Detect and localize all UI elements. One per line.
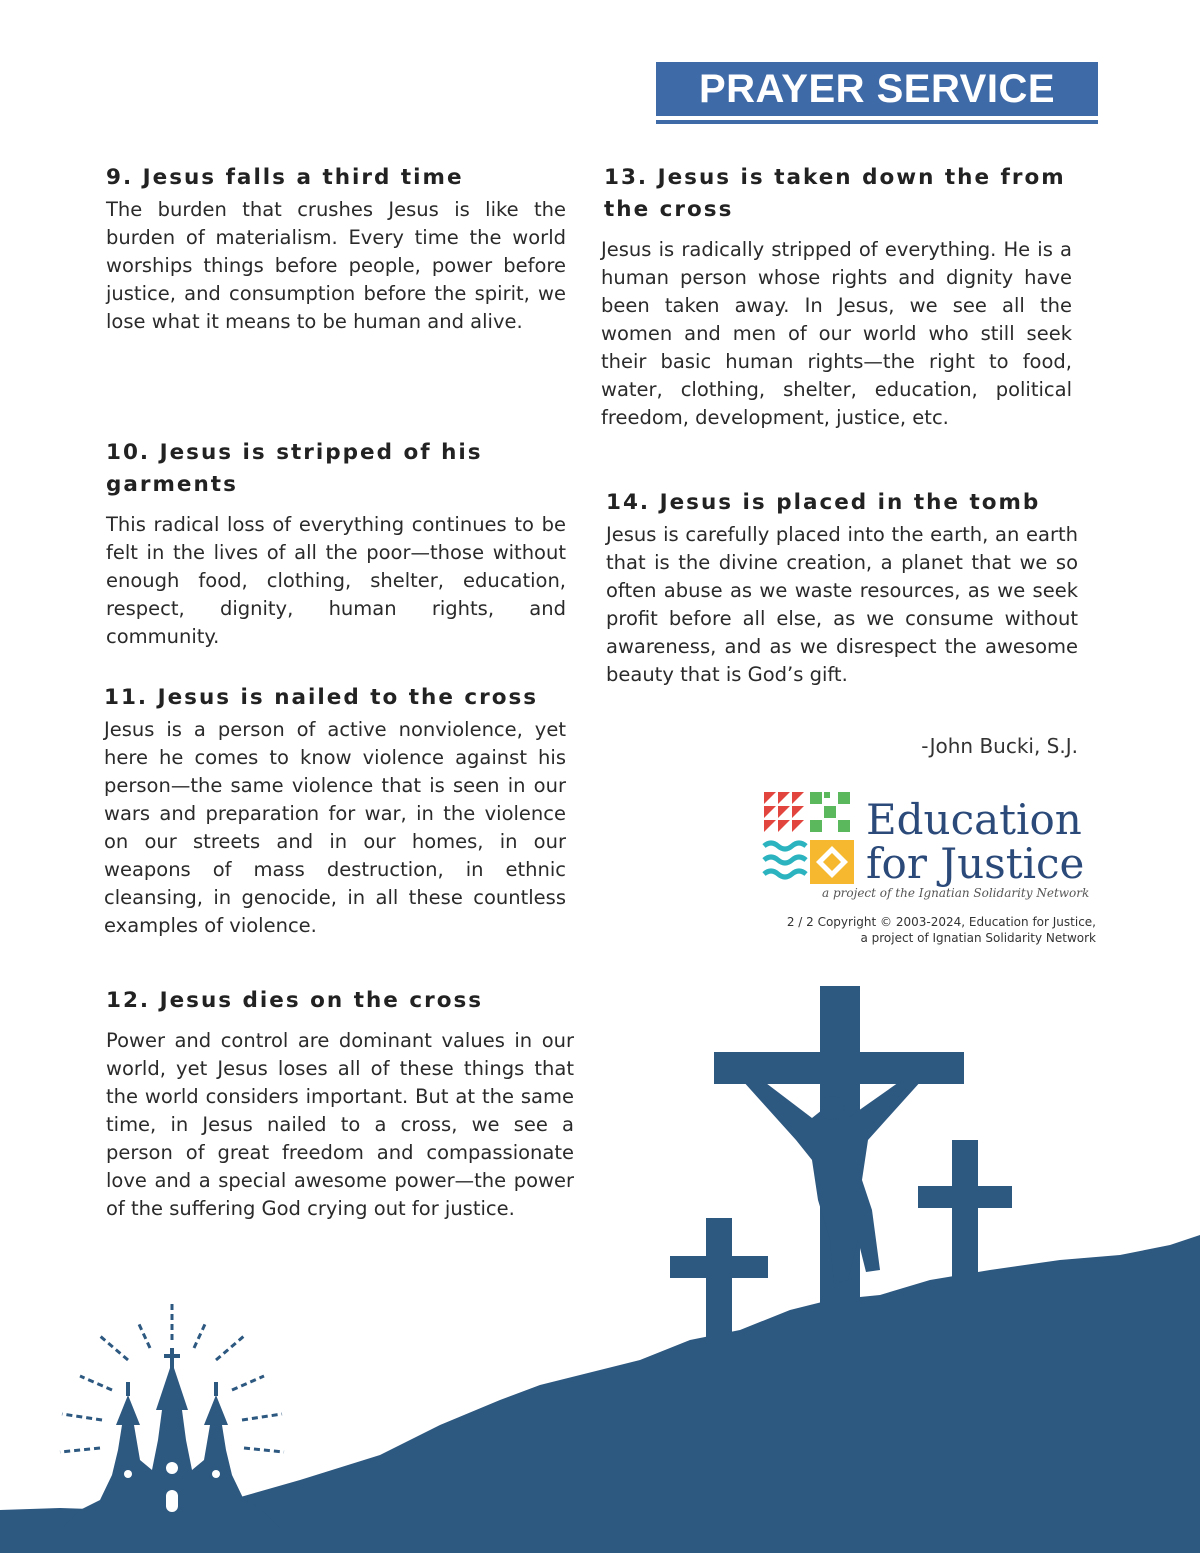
copyright-line-2: a project of Ignatian Solidarity Network	[860, 931, 1096, 945]
station-title: 10. Jesus is stripped of his garments	[106, 440, 483, 497]
station-9	[106, 162, 566, 336]
station-10	[106, 437, 566, 651]
station-title: 9. Jesus falls a third time	[106, 165, 464, 190]
station-text: Power and control are dominant values in our world, yet Jesus loses all of these things that the world considers important. But at the same time, in Jesus nailed to a cross, we see a person of great freedom and compassionate love and a special awesome power—the power of the suffering God crying out for justice.	[106, 1029, 574, 1220]
station-text: This radical loss of everything continues to be felt in the lives of all the poor—those without enough food, clothing, shelter, education, respect, dignity, human rights, and community.	[106, 513, 566, 648]
station-title: 14. Jesus is placed in the tomb	[606, 490, 1041, 515]
station-13	[601, 162, 1072, 432]
station-title: 11. Jesus is nailed to the cross	[104, 685, 539, 710]
station-text: Jesus is radically stripped of everything. He is a human person whose rights and dignity have been taken away. In Jesus, we see all the women and men of our world who still seek their basic human rights—the right to food, water, clothing, shelter, education, political freedom, development, justice, etc.	[601, 238, 1072, 429]
copyright-line-1: 2 / 2 Copyright © 2003-2024, Education for Justice,	[786, 915, 1096, 929]
station-text: Jesus is carefully placed into the earth, an earth that is the divine creation, a planet that we so often abuse as we waste resources, as we seek profit before all else, as we consume without awareness, and as we disrespect the awesome beauty that is God’s gift.	[606, 523, 1078, 686]
station-14	[606, 487, 1078, 689]
station-text: Jesus is a person of active nonviolence, yet here he comes to know violence against his person—the same violence that is seen in our wars and preparation for war, in the violence on our streets and in our homes, in our weapons of mass destruction, in ethnic cleansing, in genocide, in all these countless examples of violence.	[104, 718, 566, 937]
station-title: 12. Jesus dies on the cross	[106, 988, 484, 1013]
logo-word-justice: for Justice	[866, 839, 1085, 888]
station-12	[106, 985, 574, 1223]
station-text: The burden that crushes Jesus is like the burden of materialism. Every time the world worships things before people, power before justice, and consumption before the spirit, we lose what it means to be human and alive.	[106, 198, 566, 333]
logo-tagline: a project of the Ignatian Solidarity Network	[822, 886, 1090, 900]
left-cross-icon	[706, 1218, 732, 1378]
right-cross-icon	[952, 1140, 978, 1290]
station-title: 13. Jesus is taken down the from the cross	[604, 165, 1066, 222]
page-banner: PRAYER SERVICE	[656, 62, 1098, 116]
copyright-notice	[700, 914, 1096, 946]
logo-word-education: Education	[866, 795, 1082, 844]
station-11	[104, 682, 566, 940]
education-for-justice-logo	[762, 790, 1102, 910]
author-attribution: -John Bucki, S.J.	[921, 734, 1078, 758]
logo-mark-icon	[762, 790, 862, 890]
